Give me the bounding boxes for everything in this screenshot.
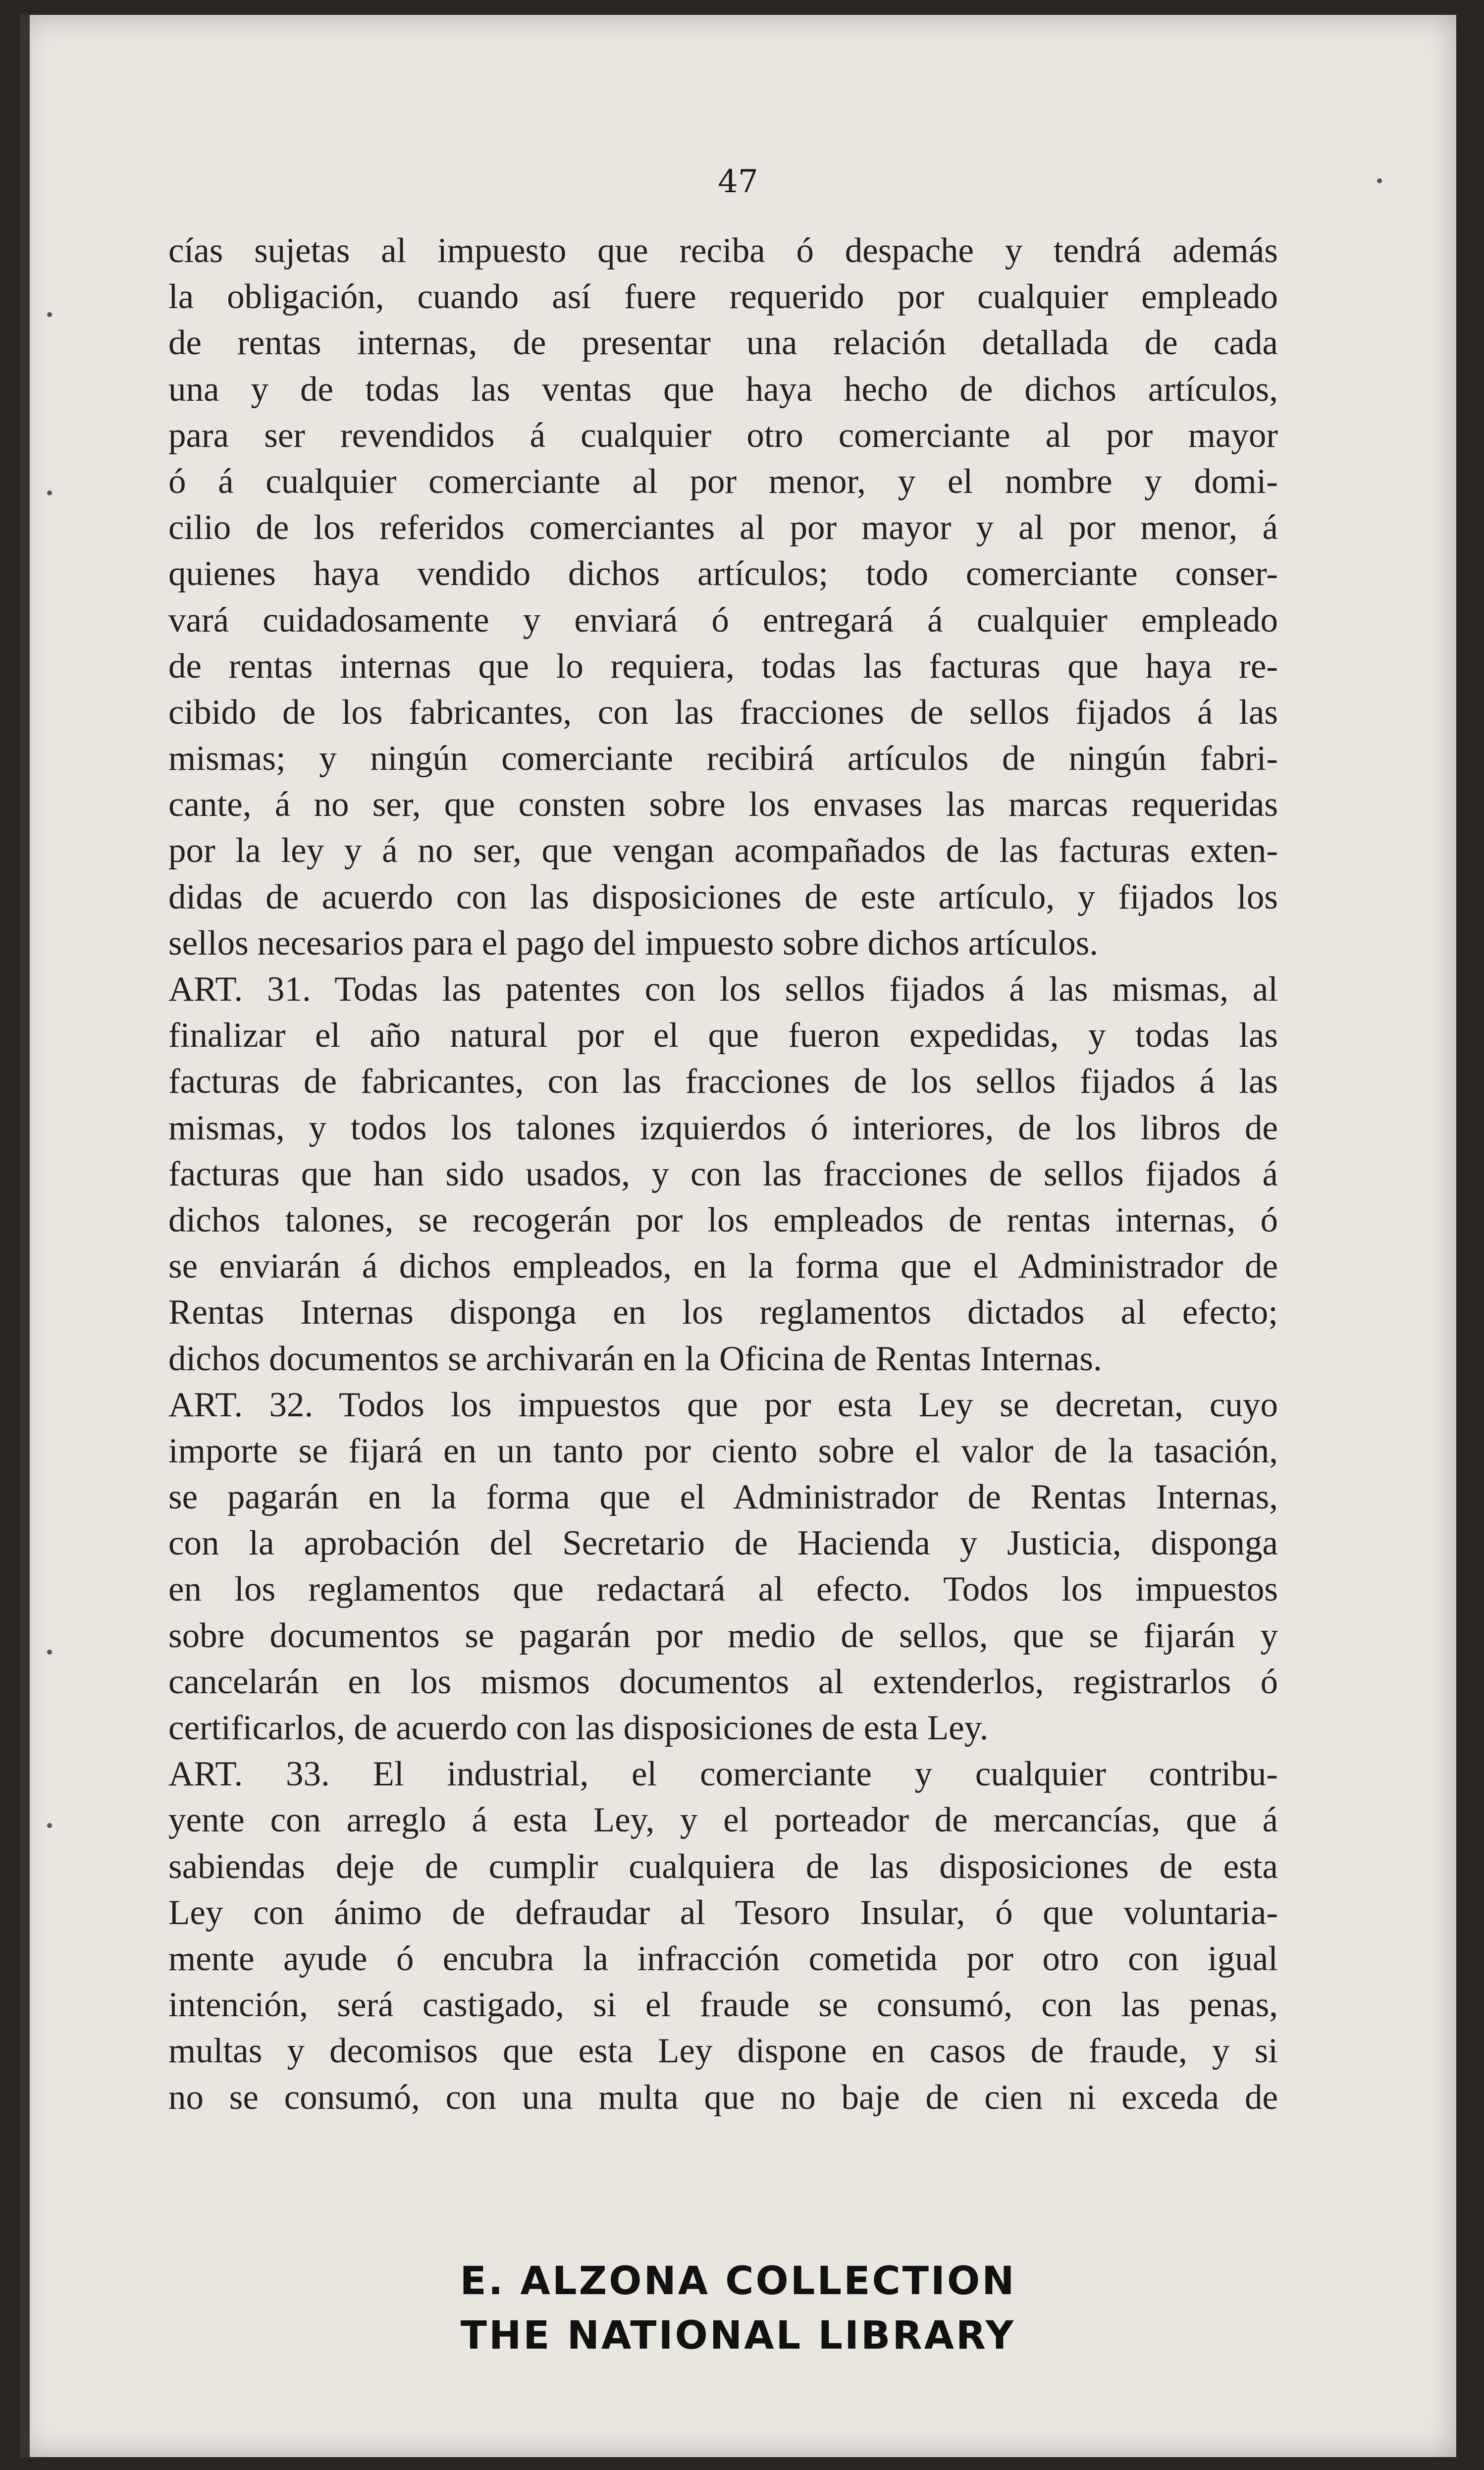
text-line: finalizar el año natural por el que fueron expedidas, y todas las — [168, 1016, 1278, 1055]
text-line: Rentas Internas disponga en los reglamentos dictados al efecto; — [168, 1293, 1278, 1332]
text-line: yente con arreglo á esta Ley, y el porteador de mercancías, que á — [168, 1801, 1278, 1840]
dust-speck — [47, 312, 52, 317]
text-line: ART. 33. El industrial, el comerciante y cualquier contribu- — [168, 1755, 1278, 1794]
text-line: didas de acuerdo con las disposiciones de este artículo, y fijados los — [168, 877, 1278, 916]
text-line: importe se fijará en un tanto por ciento sobre el valor de la tasación, — [168, 1431, 1278, 1470]
text-line: ART. 31. Todas las patentes con los sellos fijados á las mismas, al — [168, 970, 1278, 1009]
dust-speck — [47, 1650, 52, 1655]
text-line: se enviarán á dichos empleados, en la forma que el Administrador de — [168, 1247, 1278, 1286]
text-line: facturas de fabricantes, con las fracciones de los sellos fijados á las — [168, 1062, 1278, 1101]
text-line: para ser revendidos á cualquier otro comerciante al por mayor — [168, 416, 1278, 455]
dust-speck — [47, 1823, 52, 1828]
text-line: intención, será castigado, si el fraude se consumó, con las penas, — [168, 1986, 1278, 2025]
text-line: por la ley y á no ser, que vengan acompañados de las facturas exten- — [168, 831, 1278, 870]
text-line: dichos talones, se recogerán por los empleados de rentas internas, ó — [168, 1200, 1278, 1239]
text-line: sellos necesarios para el pago del impuesto sobre dichos artículos. — [168, 923, 1099, 963]
text-line: quienes haya vendido dichos artículos; todo comerciante conser- — [168, 554, 1278, 593]
text-line: mismas; y ningún comerciante recibirá artículos de ningún fabri- — [168, 739, 1278, 778]
text-line: multas y decomisos que esta Ley dispone en casos de fraude, y si — [168, 2032, 1278, 2071]
text-line: cilio de los referidos comerciantes al por mayor y al por menor, á — [168, 508, 1278, 547]
dust-speck — [1377, 178, 1382, 183]
text-line: la obligación, cuando así fuere requerido por cualquier empleado — [168, 277, 1278, 317]
page-number: 47 — [718, 163, 758, 200]
body-text — [168, 228, 1278, 2121]
text-line: en los reglamentos que redactará al efecto. Todos los impuestos — [168, 1570, 1278, 1609]
text-line: de rentas internas que lo requiera, todas las facturas que haya re- — [168, 646, 1278, 686]
collection-stamp-line-2: THE NATIONAL LIBRARY — [460, 2313, 1016, 2358]
text-line: cante, á no ser, que consten sobre los envases las marcas requeridas — [168, 785, 1278, 824]
text-line: Ley con ánimo de defraudar al Tesoro Insular, ó que voluntaria- — [168, 1893, 1278, 1932]
text-line: se pagarán en la forma que el Administrador de Rentas Internas, — [168, 1478, 1278, 1517]
text-line: sabiendas deje de cumplir cualquiera de las disposiciones de esta — [168, 1847, 1278, 1886]
text-line: no se consumó, con una multa que no baje de cien ni exceda de — [168, 2078, 1278, 2117]
text-line: mente ayude ó encubra la infracción cometida por otro con igual — [168, 1939, 1278, 1978]
dust-speck — [47, 490, 52, 495]
text-line: dichos documentos se archivarán en la Oficina de Rentas Internas. — [168, 1339, 1102, 1378]
text-line: facturas que han sido usados, y con las fracciones de sellos fijados á — [168, 1154, 1278, 1193]
text-line: de rentas internas, de presentar una relación detallada de cada — [168, 323, 1278, 363]
text-line: mismas, y todos los talones izquierdos ó interiores, de los libros de — [168, 1108, 1278, 1147]
text-line: vará cuidadosamente y enviará ó entregará á cualquier empleado — [168, 600, 1278, 640]
text-line: ó á cualquier comerciante al por menor, y el nombre y domi- — [168, 462, 1278, 501]
text-line: cibido de los fabricantes, con las fracciones de sellos fijados á las — [168, 693, 1278, 732]
text-line: certificarlos, de acuerdo con las disposiciones de esta Ley. — [168, 1709, 989, 1747]
text-line: una y de todas las ventas que haya hecho de dichos artículos, — [168, 370, 1278, 409]
book-page — [20, 15, 1456, 2457]
text-line: sobre documentos se pagarán por medio de sellos, que se fijarán y — [168, 1616, 1278, 1655]
text-line: ART. 32. Todos los impuestos que por esta Ley se decretan, cuyo — [168, 1385, 1278, 1424]
text-line: con la aprobación del Secretario de Hacienda y Justicia, disponga — [168, 1524, 1278, 1563]
collection-stamp-line-1: E. ALZONA COLLECTION — [460, 2259, 1016, 2304]
text-line: cancelarán en los mismos documentos al extenderlos, registrarlos ó — [168, 1662, 1278, 1701]
text-line: cías sujetas al impuesto que reciba ó despache y tendrá además — [168, 231, 1278, 270]
